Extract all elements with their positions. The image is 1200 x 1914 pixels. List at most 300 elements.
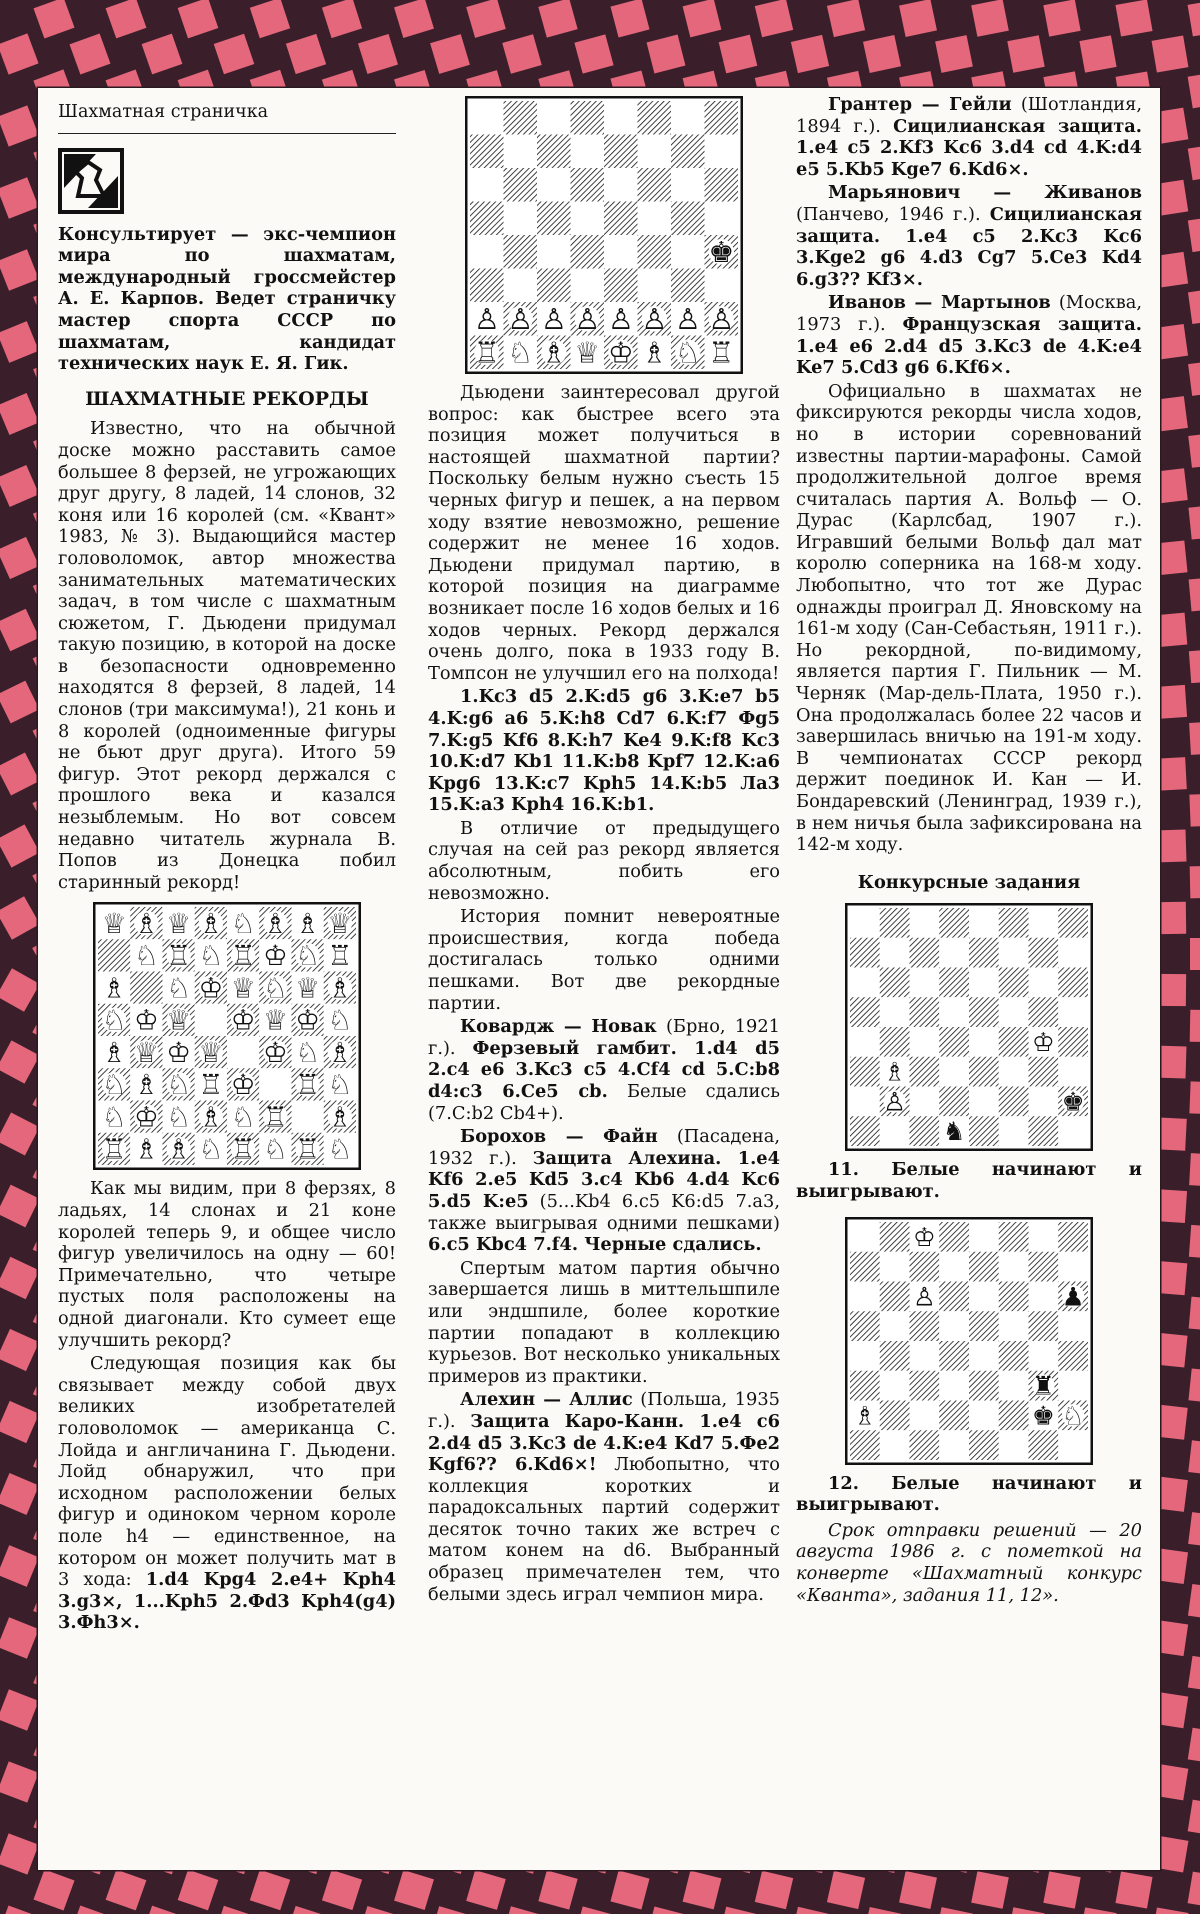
dark-square xyxy=(969,998,999,1028)
dark-square xyxy=(1029,1251,1059,1281)
white-rook-piece: ♖ xyxy=(295,1068,321,1102)
dark-square xyxy=(537,202,571,236)
dark-square xyxy=(969,1370,999,1400)
white-bishop-piece: ♗ xyxy=(133,907,159,941)
white-knight-piece: ♘ xyxy=(674,335,701,370)
light-square xyxy=(850,1087,880,1117)
dark-square xyxy=(470,135,504,169)
white-king-piece: ♔ xyxy=(198,971,224,1005)
white-bishop-piece: ♗ xyxy=(540,335,567,370)
light-square xyxy=(910,1087,940,1117)
paragraph-smothered-mate: Спертым матом партия обычно завершается лишь в миттельшпиле или эндшпиле, более короткие партии попадают в коллекцию курьезов. Вот несколько уникальных примеров из практики. xyxy=(428,1257,780,1387)
g2-players: Борохов — Файн xyxy=(460,1126,658,1148)
dark-square xyxy=(910,998,940,1028)
light-square xyxy=(939,1370,969,1400)
light-square xyxy=(470,235,504,269)
light-square xyxy=(880,1370,910,1400)
light-square xyxy=(969,908,999,938)
game-kovardzh-novak xyxy=(428,1016,780,1124)
white-king-piece: ♔ xyxy=(607,335,634,370)
dark-square xyxy=(969,1430,999,1460)
dark-square xyxy=(880,1222,910,1252)
light-square xyxy=(537,168,571,202)
white-king-piece: ♔ xyxy=(230,1003,256,1037)
white-queen-piece: ♕ xyxy=(166,1003,192,1037)
dark-square xyxy=(604,135,638,169)
dark-square xyxy=(1029,1430,1059,1460)
paragraph-record-comment: Как мы видим, при 8 ферзях, 8 ладьях, 14 слонах и 21 коне королей теперь 9, и общее число фигур увеличилось на одну — 60! Примечательно, что четыре пустых поля расположены на одной диагонали. Кто сумеет еще улучшить рекорд? xyxy=(58,1178,396,1351)
dark-square xyxy=(604,269,638,303)
dark-square xyxy=(999,1400,1029,1430)
g1-moves: Ферзевый гамбит. 1.d4 d5 2.c4 e6 3.Kc3 c5 4.Cf4 cd 5.C:b8 d4:c3 6.Ce5 cb. xyxy=(428,1037,780,1102)
white-knight-piece: ♘ xyxy=(262,1132,288,1166)
white-queen-piece: ♕ xyxy=(198,1036,224,1070)
dark-square xyxy=(880,908,910,938)
dark-square xyxy=(939,1281,969,1311)
white-knight-piece: ♘ xyxy=(230,1100,256,1134)
dark-square xyxy=(1058,1341,1088,1371)
light-square xyxy=(1029,1222,1059,1252)
white-pawn-piece: ♙ xyxy=(674,301,701,336)
light-square xyxy=(1029,1341,1059,1371)
light-square xyxy=(638,135,672,169)
white-pawn-piece: ♙ xyxy=(574,301,601,336)
g6-moves: Французская защита. 1.e4 e6 2.d4 d5 3.Kc3 de 4.K:e4 Ke7 5.Cd3 g6 6.Kf6×. xyxy=(796,313,1143,379)
loyd-text: Следующая позиция как бы связывает между собой двух великих изобретателей головоломок — американца С. Лойда и англичанина Г. Дьюдени. Лойд обнаружил, что при исходном расположении белых фигур и одиноком черном короле поле h4 — единственное, на котором он может получить мат в 3 хода: xyxy=(58,1353,396,1591)
dark-square xyxy=(850,938,880,968)
light-square xyxy=(604,101,638,135)
light-square xyxy=(705,135,739,169)
contest-title: Конкурсные задания xyxy=(857,871,1081,893)
light-square xyxy=(999,1370,1029,1400)
light-square xyxy=(969,1222,999,1252)
dark-square xyxy=(880,968,910,998)
g6-place: (Москва, 1973 г.). xyxy=(796,292,1143,335)
white-pawn-piece: ♙ xyxy=(708,301,735,336)
dark-square xyxy=(969,938,999,968)
white-queen-piece: ♕ xyxy=(166,907,192,941)
light-square xyxy=(880,938,910,968)
light-square xyxy=(604,235,638,269)
white-knight-piece: ♘ xyxy=(295,939,321,973)
light-square xyxy=(939,938,969,968)
white-pawn-piece: ♙ xyxy=(473,301,500,336)
white-bishop-piece: ♗ xyxy=(641,335,668,370)
dark-square xyxy=(999,968,1029,998)
dark-square xyxy=(571,101,605,135)
dark-square xyxy=(850,1251,880,1281)
light-square xyxy=(999,1057,1029,1087)
dark-square xyxy=(850,1430,880,1460)
paragraph-loyd xyxy=(58,1353,396,1634)
light-square xyxy=(1058,1370,1088,1400)
light-square xyxy=(880,1117,910,1147)
g1-players: Ковардж — Новак xyxy=(460,1016,657,1038)
light-square xyxy=(880,998,910,1028)
light-square xyxy=(705,269,739,303)
dark-square xyxy=(1058,1222,1088,1252)
column-2 xyxy=(428,88,780,1605)
paragraph-absolute-record: В отличие от предыдущего случая на сей раз рекорд является абсолютным, побить его невозможно. xyxy=(428,817,780,904)
white-knight-piece: ♘ xyxy=(230,907,256,941)
white-king-piece: ♔ xyxy=(262,939,288,973)
white-bishop-piece: ♗ xyxy=(883,1057,907,1088)
black-knight-piece: ♞ xyxy=(942,1117,966,1148)
section-title: Шахматная страничка xyxy=(58,88,396,134)
white-king-piece: ♔ xyxy=(166,1036,192,1070)
light-square xyxy=(638,202,672,236)
light-square xyxy=(705,202,739,236)
white-queen-piece: ♕ xyxy=(262,1003,288,1037)
game-maryanovich-zhivanov xyxy=(796,182,1142,290)
white-king-piece: ♔ xyxy=(1031,1028,1055,1059)
white-rook-piece: ♖ xyxy=(327,939,353,973)
white-knight-piece: ♘ xyxy=(507,335,534,370)
g2-note: (5...Kb4 6.c5 K6:d5 7.a3, также выигрывая одними пешками) xyxy=(428,1190,780,1234)
light-square xyxy=(1058,1311,1088,1341)
dark-square xyxy=(910,1117,940,1147)
diagram-record-position xyxy=(93,902,361,1170)
white-knight-piece: ♘ xyxy=(166,1068,192,1102)
light-square xyxy=(939,1430,969,1460)
dark-square xyxy=(999,1087,1029,1117)
g3-tail: Любопытно, что коллекция коротких и парадоксальных партий содержит десяток точно таких же встреч с матом конем на d6. Выбранный образец примечателен тем, что белыми здесь играл чемпион мира. xyxy=(428,1454,780,1605)
dark-square xyxy=(999,1281,1029,1311)
g1-tail: Белые сдались (7.C:b2 Cb4+). xyxy=(428,1081,780,1124)
dark-square xyxy=(1058,1027,1088,1057)
paragraph-marathons: Официально в шахматах не фиксируются рекорды числа ходов, но в истории соревнований известны партии-марафоны. Самой продолжительной долгое время считалась партия А. Вольф — О. Дурас (Карлсбад, 1907 г.). Игравший белыми Вольф дал мат королю соперника на 168-м ходу. Любопытно, что тот же Дурас однажды проиграл Д. Яновскому на 161-м ходу (Сан-Себастьян, 1911 г.). Но рекордной, по-видимому, является партия Г. Пильник — М. Черняк (Мар-дель-Плата, 1950 г.). Она продолжалась более 22 часов и завершилась вничью на 191-м ходу. В чемпионатах СССР рекорд держит поединок И. Кан — И. Бондаревский (Ленинград, 1939 г.), в нем ничья была зафиксирована на 142-м ходу. xyxy=(796,380,1142,856)
dark-square xyxy=(910,1251,940,1281)
white-knight-piece: ♘ xyxy=(101,1003,127,1037)
white-knight-piece: ♘ xyxy=(295,1036,321,1070)
light-square xyxy=(195,1004,227,1036)
light-square xyxy=(999,998,1029,1028)
light-square xyxy=(671,235,705,269)
white-rook-piece: ♖ xyxy=(198,1068,224,1102)
white-rook-piece: ♖ xyxy=(101,1132,127,1166)
light-square xyxy=(999,1117,1029,1147)
dark-square xyxy=(571,235,605,269)
g1-place: (Брно, 1921 г.). xyxy=(428,1016,780,1059)
dark-square xyxy=(969,1117,999,1147)
light-square xyxy=(969,1027,999,1057)
white-bishop-piece: ♗ xyxy=(101,1036,127,1070)
g6-players: Иванов — Мартынов xyxy=(828,292,1051,314)
g2-place: (Пасадена, 1932 г.). xyxy=(428,1126,781,1169)
dark-square xyxy=(504,168,538,202)
dark-square xyxy=(1029,938,1059,968)
light-square xyxy=(1029,1087,1059,1117)
dark-square xyxy=(850,998,880,1028)
chess-knight-logo-icon xyxy=(58,148,124,214)
dark-square xyxy=(910,1370,940,1400)
magazine-page xyxy=(38,88,1160,1870)
light-square xyxy=(671,168,705,202)
g3-players: Алехин — Аллис xyxy=(460,1389,633,1411)
light-square xyxy=(604,168,638,202)
light-square xyxy=(470,168,504,202)
white-rook-piece: ♖ xyxy=(262,1100,288,1134)
g2-moves: Защита Алехина. 1.e4 Kf6 2.e5 Kd5 3.c4 Kb6 4.d4 Kc6 5.d5 K:e5 xyxy=(428,1147,780,1212)
light-square xyxy=(969,1400,999,1430)
dark-square xyxy=(999,1222,1029,1252)
light-square xyxy=(504,135,538,169)
dark-square xyxy=(969,1251,999,1281)
white-king-piece: ♔ xyxy=(912,1222,936,1253)
g5-moves: Сицилианская защита. 1.e4 c5 2.Kc3 Kc6 3.Kge2 g6 4.d3 Cg7 5.Ce3 Kd4 6.g3?? Kf3×. xyxy=(796,203,1143,290)
dark-square xyxy=(939,968,969,998)
white-knight-piece: ♘ xyxy=(166,971,192,1005)
light-square xyxy=(850,908,880,938)
light-square xyxy=(999,1430,1029,1460)
white-knight-piece: ♘ xyxy=(1061,1400,1085,1431)
white-knight-piece: ♘ xyxy=(198,1132,224,1166)
white-pawn-piece: ♙ xyxy=(912,1281,936,1312)
dark-square xyxy=(671,269,705,303)
dark-square xyxy=(939,1400,969,1430)
game-borokhov-fain xyxy=(428,1126,780,1256)
light-square xyxy=(939,1057,969,1087)
light-square xyxy=(1058,998,1088,1028)
light-square xyxy=(571,269,605,303)
white-rook-piece: ♖ xyxy=(473,335,500,370)
black-king-piece: ♚ xyxy=(708,234,735,269)
white-knight-piece: ♘ xyxy=(101,1100,127,1134)
light-square xyxy=(999,938,1029,968)
g4-players: Грантер — Гейли xyxy=(828,94,1012,115)
white-rook-piece: ♖ xyxy=(166,939,192,973)
light-square xyxy=(227,1036,259,1068)
paragraph-intro: Известно, что на обычной доске можно расставить самое большее 8 ферзей, не угрожающих друг другу, 8 ладей, 14 слонов, 32 коня или 16 королей (см. «Квант» 1983, № 3). Выдающийся мастер головоломок, автор множества занимательных математических задач, в том числе с шахматным сюжетом, Г. Дьюдени придумал такую позицию, в которой на доске в безопасности одновременно находятся 8 ферзей, 8 ладей, 14 слонов (три максимума!), 21 конь и 8 королей (одноименные фигуры не бьют друг друга). Итого 59 фигур. Этот рекорд держался с прошлого века и казался незыблемым. Но вот совсем недавно читатель журнала В. Попов из Донецка побил старинный рекорд! xyxy=(58,418,396,893)
light-square xyxy=(504,202,538,236)
g5-place: (Панчево, 1946 г.). xyxy=(796,203,981,225)
light-square xyxy=(1029,908,1059,938)
task-11-caption: 11. Белые начинают и выигрывают. xyxy=(796,1159,1142,1202)
white-rook-piece: ♖ xyxy=(295,1132,321,1166)
dark-square xyxy=(604,202,638,236)
dark-square xyxy=(850,1311,880,1341)
g2-moves2: 6.c5 Kbc4 7.f4. Черные сдались. xyxy=(428,1234,762,1256)
dark-square xyxy=(969,1311,999,1341)
white-queen-piece: ♕ xyxy=(101,907,127,941)
light-square xyxy=(850,1222,880,1252)
light-square xyxy=(850,1027,880,1057)
white-bishop-piece: ♗ xyxy=(166,1132,192,1166)
light-square xyxy=(537,235,571,269)
light-square xyxy=(969,1281,999,1311)
dark-square xyxy=(1029,1311,1059,1341)
thompson-moves: 1.Kc3 d5 2.K:d5 g6 3.K:e7 b5 4.K:g6 a6 5.K:h8 Cd7 6.K:f7 Фg5 7.K:g5 Kf6 8.K:h7 Ke4 9.K:f8 Kc3 10.K:d7 Kb1 11.K:b8 Kpf7 12.K:a6 Kpg6 13.K:c7 Kph5 14.K:b5 Лa3 15.K:a3 Kph4 16.K:b1. xyxy=(428,686,780,816)
white-king-piece: ♔ xyxy=(295,1003,321,1037)
consultant-note: Консультирует — экс-чемпион мира по шахматам, международный гроссмейстер А. Е. Карпов. Ведет страничку мастер спорта СССР по шахматам, кандидат технических наук Е. Я. Гик. xyxy=(58,223,396,375)
light-square xyxy=(939,998,969,1028)
white-knight-piece: ♘ xyxy=(198,939,224,973)
light-square xyxy=(1029,1281,1059,1311)
dark-square xyxy=(850,1117,880,1147)
white-king-piece: ♔ xyxy=(133,1003,159,1037)
white-queen-piece: ♕ xyxy=(295,971,321,1005)
white-knight-piece: ♘ xyxy=(327,1132,353,1166)
dark-square xyxy=(910,938,940,968)
black-rook-piece: ♜ xyxy=(1031,1371,1055,1402)
light-square xyxy=(910,1027,940,1057)
light-square xyxy=(850,968,880,998)
white-bishop-piece: ♗ xyxy=(101,971,127,1005)
white-bishop-piece: ♗ xyxy=(262,907,288,941)
game-granter-geili xyxy=(796,94,1142,180)
white-knight-piece: ♘ xyxy=(327,1003,353,1037)
dark-square xyxy=(1029,1057,1059,1087)
dark-square xyxy=(638,101,672,135)
light-square xyxy=(850,1281,880,1311)
dark-square xyxy=(638,235,672,269)
light-square xyxy=(638,269,672,303)
light-square xyxy=(850,1341,880,1371)
dark-square xyxy=(1058,968,1088,998)
white-queen-piece: ♕ xyxy=(133,1036,159,1070)
dark-square xyxy=(1029,998,1059,1028)
white-pawn-piece: ♙ xyxy=(641,301,668,336)
dark-square xyxy=(939,908,969,938)
light-square xyxy=(571,202,605,236)
light-square xyxy=(1058,1057,1088,1087)
white-rook-piece: ♖ xyxy=(230,939,256,973)
task-12-caption: 12. Белые начинают и выигрывают. xyxy=(796,1472,1142,1516)
white-knight-piece: ♘ xyxy=(101,1068,127,1102)
dark-square xyxy=(999,1027,1029,1057)
light-square xyxy=(939,1311,969,1341)
article-title: ШАХМАТНЫЕ РЕКОРДЫ xyxy=(85,387,369,410)
white-knight-piece: ♘ xyxy=(262,971,288,1005)
light-square xyxy=(999,1311,1029,1341)
white-knight-piece: ♘ xyxy=(133,939,159,973)
g3-place: (Польша, 1935 г.). xyxy=(428,1389,780,1432)
white-queen-piece: ♕ xyxy=(327,907,353,941)
dark-square xyxy=(98,940,130,972)
white-knight-piece: ♘ xyxy=(327,1068,353,1102)
diagram-loyd-position xyxy=(465,96,743,374)
white-rook-piece: ♖ xyxy=(708,335,735,370)
black-king-piece: ♚ xyxy=(1061,1087,1085,1118)
paragraph-dudeney: Дьюдени заинтересовал другой вопрос: как быстрее всего эта позиция может получиться в настоящей шахматной партии? Поскольку белым нужно съесть 15 черных фигур и пешек, а на первом ходу взятие невозможно, решение содержит не менее 16 ходов. Дьюдени придумал партию, в которой позиция на диаграмме возникает после 16 ходов белых и 16 ходов черных. Рекорд держался очень долго, пока в 1933 году В. Томпсон не улучшил его на полхода! xyxy=(428,382,780,684)
column-1 xyxy=(58,88,396,1634)
white-bishop-piece: ♗ xyxy=(327,971,353,1005)
white-bishop-piece: ♗ xyxy=(198,1100,224,1134)
dark-square xyxy=(999,908,1029,938)
light-square xyxy=(1058,938,1088,968)
dark-square xyxy=(671,202,705,236)
dark-square xyxy=(910,1311,940,1341)
dark-square xyxy=(705,101,739,135)
white-bishop-piece: ♗ xyxy=(133,1132,159,1166)
dark-square xyxy=(1058,908,1088,938)
white-pawn-piece: ♙ xyxy=(507,301,534,336)
dark-square xyxy=(910,1430,940,1460)
light-square xyxy=(537,101,571,135)
white-pawn-piece: ♙ xyxy=(607,301,634,336)
black-pawn-piece: ♟ xyxy=(1061,1281,1085,1312)
white-bishop-piece: ♗ xyxy=(327,1036,353,1070)
white-bishop-piece: ♗ xyxy=(327,1100,353,1134)
dark-square xyxy=(850,1370,880,1400)
g4-moves: Сицилианская защита. 1.e4 c5 2.Kf3 Kc6 3.d4 cd 4.K:d4 e5 5.Kb5 Kge7 6.Kd6×. xyxy=(796,115,1142,180)
white-bishop-piece: ♗ xyxy=(133,1068,159,1102)
dark-square xyxy=(939,1341,969,1371)
dark-square xyxy=(880,1027,910,1057)
dark-square xyxy=(571,168,605,202)
dark-square xyxy=(470,269,504,303)
light-square xyxy=(1029,968,1059,998)
light-square xyxy=(939,1251,969,1281)
dark-square xyxy=(671,135,705,169)
light-square xyxy=(910,968,940,998)
light-square xyxy=(880,1251,910,1281)
light-square xyxy=(969,1087,999,1117)
light-square xyxy=(259,1069,291,1101)
dark-square xyxy=(880,1400,910,1430)
game-alekhine-allis xyxy=(428,1389,780,1605)
white-king-piece: ♔ xyxy=(230,1068,256,1102)
black-king-piece: ♚ xyxy=(1031,1400,1055,1431)
light-square xyxy=(671,101,705,135)
light-square xyxy=(470,101,504,135)
light-square xyxy=(1058,1430,1088,1460)
dark-square xyxy=(939,1027,969,1057)
light-square xyxy=(969,1341,999,1371)
light-square xyxy=(1058,1117,1088,1147)
light-square xyxy=(910,1341,940,1371)
white-bishop-piece: ♗ xyxy=(198,907,224,941)
white-queen-piece: ♕ xyxy=(574,335,601,370)
white-rook-piece: ♖ xyxy=(230,1132,256,1166)
dark-square xyxy=(910,1057,940,1087)
light-square xyxy=(504,269,538,303)
g3-moves: Защита Каро-Канн. 1.e4 c6 2.d4 d5 3.Kc3 de 4.K:e4 Kd7 5.Фe2 Kgf6?? 6.Kd6×! xyxy=(428,1410,780,1476)
white-knight-piece: ♘ xyxy=(166,1100,192,1134)
white-king-piece: ♔ xyxy=(133,1100,159,1134)
dark-square xyxy=(470,202,504,236)
dark-square xyxy=(504,101,538,135)
dark-square xyxy=(705,168,739,202)
dark-square xyxy=(537,269,571,303)
column-3 xyxy=(796,88,1142,1606)
white-bishop-piece: ♗ xyxy=(853,1400,877,1431)
light-square xyxy=(1058,1251,1088,1281)
loyd-moves: 1.d4 Kpg4 2.e4+ Kph4 3.g3×, 1...Kph5 2.Фd3 Kph4(g4) 3.Фh3×. xyxy=(58,1569,396,1634)
deadline-note: Срок отправки решений — 20 августа 1986 г. с пометкой на конверте «Шахматный конкурс «Кванта», задания 11, 12». xyxy=(796,1519,1142,1606)
white-king-piece: ♔ xyxy=(262,1036,288,1070)
dark-square xyxy=(537,135,571,169)
dark-square xyxy=(1029,1117,1059,1147)
dark-square xyxy=(880,1341,910,1371)
light-square xyxy=(880,1430,910,1460)
light-square xyxy=(999,1251,1029,1281)
dark-square xyxy=(130,972,162,1004)
light-square xyxy=(910,1400,940,1430)
light-square xyxy=(910,908,940,938)
white-bishop-piece: ♗ xyxy=(295,907,321,941)
dark-square xyxy=(504,235,538,269)
white-pawn-piece: ♙ xyxy=(883,1087,907,1118)
dark-square xyxy=(969,1057,999,1087)
white-pawn-piece: ♙ xyxy=(540,301,567,336)
game-ivanov-martynov xyxy=(796,292,1142,378)
light-square xyxy=(571,135,605,169)
g4-place: (Шотландия, 1894 г.). xyxy=(796,94,1142,137)
diagram-task-11 xyxy=(845,903,1093,1151)
diagram-task-12 xyxy=(845,1217,1093,1465)
dark-square xyxy=(638,168,672,202)
